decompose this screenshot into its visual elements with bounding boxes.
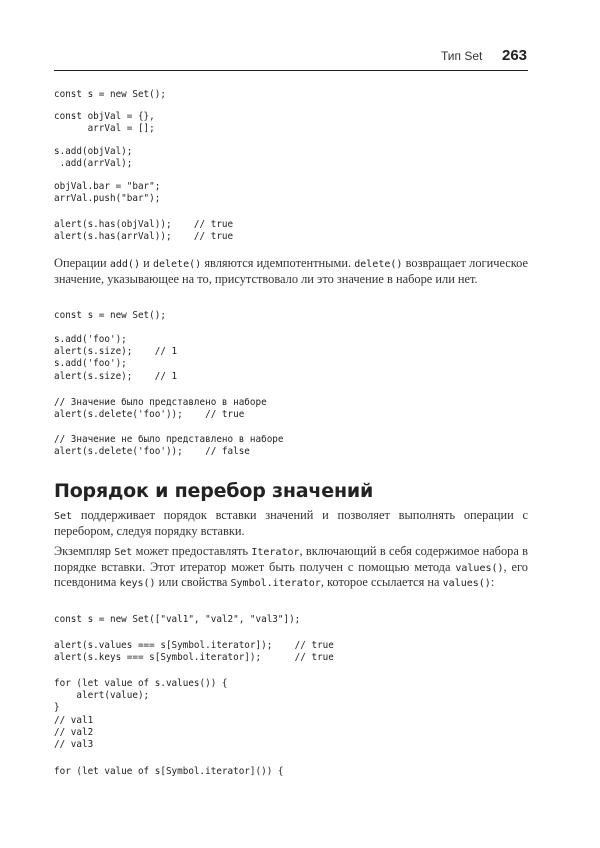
code-block: s.add(objVal); .add(arrVal); xyxy=(54,146,133,170)
code-block: objVal.bar = "bar"; arrVal.push("bar"); xyxy=(54,181,161,205)
code-block: // Значение не было представлено в наборе alert(s.delete('foo')); // false xyxy=(54,434,284,458)
code-block: const s = new Set(); xyxy=(54,310,166,321)
running-header-section: Тип Set xyxy=(441,49,483,63)
code-block: for (let value of s.values()) { alert(value); } // val1 // val2 // val3 xyxy=(54,678,228,751)
code-block: alert(s.values === s[Symbol.iterator]); // true alert(s.keys === s[Symbol.iterator]); // true xyxy=(54,640,334,664)
code-block: // Значение было представлено в наборе alert(s.delete('foo')); // true xyxy=(54,397,267,421)
code-block: alert(s.has(objVal)); // true alert(s.has(arrVal)); // true xyxy=(54,219,234,243)
paragraph-idempotent: Операции add() и delete() являются идемпотентными. delete() возвращает логическое значение, указывающее на то, присутствовало ли это значение в наборе или нет. xyxy=(54,256,529,286)
page-number: 263 xyxy=(502,47,528,64)
paragraph-order: Set поддерживает порядок вставки значений и позволяет выполнять операции с перебором, следуя порядку вставки. xyxy=(54,508,528,538)
paragraph-iterator: Экземпляр Set может предоставлять Iterator, включающий в себя содержимое набора в порядке вставки. Этот итератор может быть получен с помощью метода values(), его псевдонима keys() или свойства Symbol.iterator, которое ссылается на values(): xyxy=(54,544,529,590)
code-block: const s = new Set(); xyxy=(54,89,166,100)
header-rule xyxy=(54,70,528,71)
code-block: s.add('foo'); alert(s.size); // 1 s.add('foo'); alert(s.size); // 1 xyxy=(54,334,178,382)
code-block: const objVal = {}, arrVal = []; xyxy=(54,111,155,135)
section-heading: Порядок и перебор значений xyxy=(54,480,374,502)
code-block: for (let value of s[Symbol.iterator]()) { xyxy=(54,766,284,777)
code-block: const s = new Set(["val1", "val2", "val3"]); xyxy=(54,614,301,625)
